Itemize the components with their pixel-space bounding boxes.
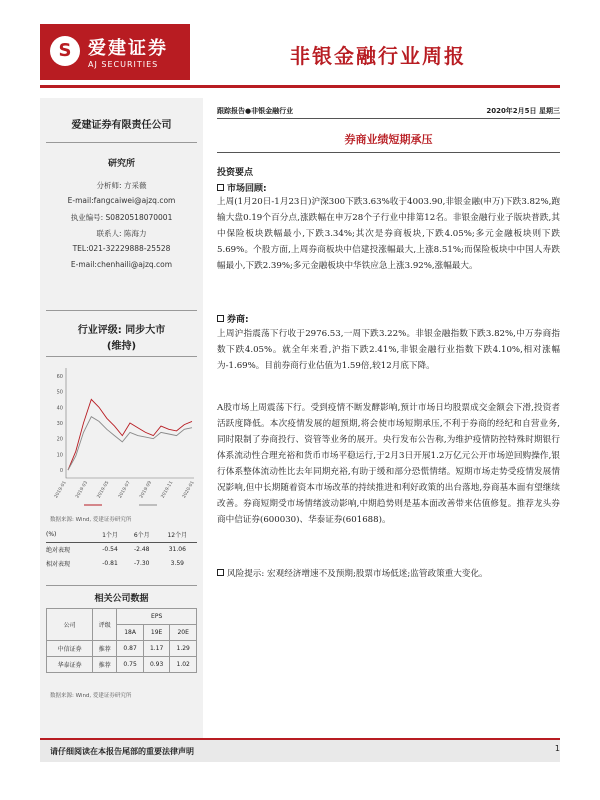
logo-text-cn: 爱建证券 bbox=[88, 38, 168, 59]
risk-warning-text: 风险提示: 宏观经济增速不及预期;股票市场低迷;监管政策重大变化。 bbox=[227, 569, 488, 579]
contact-email: E-mail:chenhaili@ajzq.com bbox=[70, 260, 173, 269]
table-row bbox=[47, 657, 197, 673]
broker-heading bbox=[217, 312, 249, 325]
table-cell: 3.59 bbox=[170, 559, 184, 567]
x-tick-label: 2020-01 bbox=[181, 480, 196, 500]
table-header-row bbox=[46, 528, 197, 542]
header-divider bbox=[40, 85, 560, 88]
table-cell: 推荐 bbox=[93, 641, 117, 657]
checkbox-bullet-icon bbox=[217, 315, 224, 322]
checkbox-bullet-icon bbox=[217, 184, 224, 191]
x-tick-label: 2019-03 bbox=[75, 480, 90, 500]
report-category: 跟踪报告●非银金融行业 bbox=[217, 107, 294, 115]
table-cell: 中信证券 bbox=[47, 641, 93, 657]
table-cell: 绝对表现 bbox=[46, 546, 71, 554]
company-logo bbox=[40, 24, 190, 80]
broker-label: 券商: bbox=[227, 315, 249, 325]
y-tick-label: 50 bbox=[56, 389, 63, 396]
table-header-row bbox=[47, 609, 197, 625]
y-tick-label: 20 bbox=[56, 436, 63, 443]
x-tick-label: 2019-09 bbox=[139, 480, 154, 500]
sidebar-divider bbox=[46, 356, 197, 357]
x-tick-label: 2019-05 bbox=[96, 480, 111, 500]
table-header-cell: 18A bbox=[117, 625, 144, 641]
checkbox-bullet-icon bbox=[217, 569, 224, 576]
y-tick-label: 10 bbox=[56, 452, 63, 459]
sidebar-divider bbox=[46, 142, 197, 143]
table-cell: 0.93 bbox=[143, 657, 170, 673]
table-source: 数据来源: Wind, 爱建证券研究所 bbox=[50, 693, 132, 699]
table-header-cell: 公司 bbox=[47, 609, 93, 641]
rating-status: (维持) bbox=[106, 341, 137, 352]
report-title: 非银金融行业周报 bbox=[290, 44, 466, 68]
y-tick-label: 0 bbox=[59, 468, 63, 475]
analyst-email: E-mail:fangcaiwei@ajzq.com bbox=[67, 196, 176, 205]
report-date: 2020年2月5日 星期三 bbox=[486, 107, 560, 115]
x-tick-label: 2019-07 bbox=[117, 480, 132, 500]
table-cell: -0.54 bbox=[102, 545, 118, 553]
table-header-cell: (%) bbox=[46, 528, 94, 542]
logo-emblem-icon: S bbox=[50, 36, 80, 66]
x-tick-label: 2019-11 bbox=[160, 480, 175, 500]
table-cell: 推荐 bbox=[93, 657, 117, 673]
sidebar bbox=[40, 98, 203, 745]
sidebar-divider bbox=[46, 310, 197, 311]
table-cell: 1.02 bbox=[170, 657, 197, 673]
meta-divider bbox=[217, 118, 560, 119]
analysis-text: A股市场上周震荡下行。受到疫情不断发酵影响,预计市场日均股票成交金额会下滑,投资者活跃度降低。本次疫情发展的超预期,将会使市场短期承压,不利于券商的经纪和自营业务,同时限制了券商投行、资管等业务的展开。央行发布公告称,为维护疫情防控特殊时期银行体系流动性合理充裕和货币市场平稳运行,于2月3日开展1.2万亿元公开市场逆回购操作,银行体系整体流动性比去年同期充裕,有助于缓和部分恐慌情绪。短期市场走势受疫情发展情况影响,但中长期随着资本市场改革的持续推进和利好政策的出台落地,券商基本面有望继续改善。券商短期受市场情绪波动影响,中期趋势则是基本面改善带来估值修复。推荐龙头券商中信证券(600030)、华泰证券(601688)。 bbox=[217, 403, 560, 525]
sidebar-company-name: 爱建证券有限责任公司 bbox=[71, 120, 172, 131]
table-cell: 31.06 bbox=[168, 545, 186, 553]
rating-text: 行业评级: 同步大市 bbox=[77, 325, 166, 336]
analyst-name: 分析师: 方采薇 bbox=[96, 181, 147, 190]
table-cell: -2.48 bbox=[133, 545, 150, 553]
market-review-text: 上周(1月20日-1月23日)沪深300下跌3.63%收于4003.90,非银金融(申万)下跌3.82%,跑输大盘0.19个百分点,涨跌幅在申万28个子行业中排第12名。非银金融行业子版块普跌,其中保险板块跌幅最小,下跌3.34%;其次是券商板块,下跌4.05%;多元金融板块则下跌5.69%。个股方面,上周券商板块中信建投涨幅最大,上涨8.51%;而保险板块中中国人寿跌幅最小,下跌2.39%;多元金融板块中华铁应急上涨3.92%,涨幅最大。 bbox=[217, 197, 560, 271]
risk-warning bbox=[217, 566, 560, 582]
table-cell: 华泰证券 bbox=[47, 657, 93, 673]
table-cell: -7.30 bbox=[133, 559, 150, 567]
series-line bbox=[68, 417, 192, 470]
investment-points-heading: 投资要点 bbox=[217, 168, 254, 178]
market-review-heading bbox=[217, 181, 267, 194]
table-cell: 相对表现 bbox=[46, 560, 71, 568]
table-cell: 1.17 bbox=[143, 641, 170, 657]
table-cell: 1.29 bbox=[170, 641, 197, 657]
table-header-cell: 1个月 bbox=[94, 528, 126, 542]
license-number: 执业编号: S0820518070001 bbox=[70, 213, 173, 222]
main-title: 券商业绩短期承压 bbox=[344, 133, 433, 146]
logo-text-en: AJ SECURITIES bbox=[88, 60, 159, 69]
table-header-cell: 12个月 bbox=[158, 528, 197, 542]
y-tick-label: 60 bbox=[56, 373, 63, 380]
page-number: 1 bbox=[554, 744, 560, 753]
table-header-cell: 6个月 bbox=[126, 528, 158, 542]
y-tick-label: 40 bbox=[56, 405, 63, 412]
institute-heading: 研究所 bbox=[107, 159, 135, 169]
table-header-cell: 19E bbox=[143, 625, 170, 641]
footer-disclaimer: 请仔细阅读在本报告尾部的重要法律声明 bbox=[50, 747, 194, 756]
contact-name: 联系人: 陈海力 bbox=[96, 229, 147, 238]
table-row bbox=[47, 641, 197, 657]
table-cell: 0.75 bbox=[117, 657, 144, 673]
chart-source: 数据来源: Wind, 爱建证券研究所 bbox=[50, 517, 132, 523]
x-tick-label: 2019-01 bbox=[53, 480, 68, 500]
table-row bbox=[46, 542, 197, 556]
broker-text: 上周沪指震荡下行收于2976.53,一周下跌3.22%。非银金融指数下跌3.82%,中万券商指数下跌4.05%。就全年来看,沪指下跌2.41%,非银金融行业指数下跌4.10%,相对涨幅为-1.69%。目前券商行业估值为1.59倍,较12月底下降。 bbox=[217, 329, 560, 371]
table-header-cell: 评级 bbox=[93, 609, 117, 641]
market-review-label: 市场回顾: bbox=[227, 184, 267, 194]
table-header-cell: 20E bbox=[170, 625, 197, 641]
sidebar-divider bbox=[46, 585, 197, 586]
contact-tel: TEL:021-32229888-25528 bbox=[72, 244, 171, 253]
table-cell: 0.87 bbox=[117, 641, 144, 657]
industry-rating bbox=[40, 323, 203, 355]
table-row bbox=[46, 556, 197, 570]
related-companies-heading: 相关公司数据 bbox=[94, 594, 149, 604]
performance-line-chart bbox=[44, 360, 199, 510]
title-divider bbox=[217, 152, 560, 153]
table-cell: -0.81 bbox=[102, 559, 118, 567]
performance-table bbox=[46, 528, 197, 570]
related-companies-table bbox=[46, 608, 197, 673]
table-header-cell: EPS bbox=[117, 609, 197, 625]
y-tick-label: 30 bbox=[56, 421, 63, 427]
